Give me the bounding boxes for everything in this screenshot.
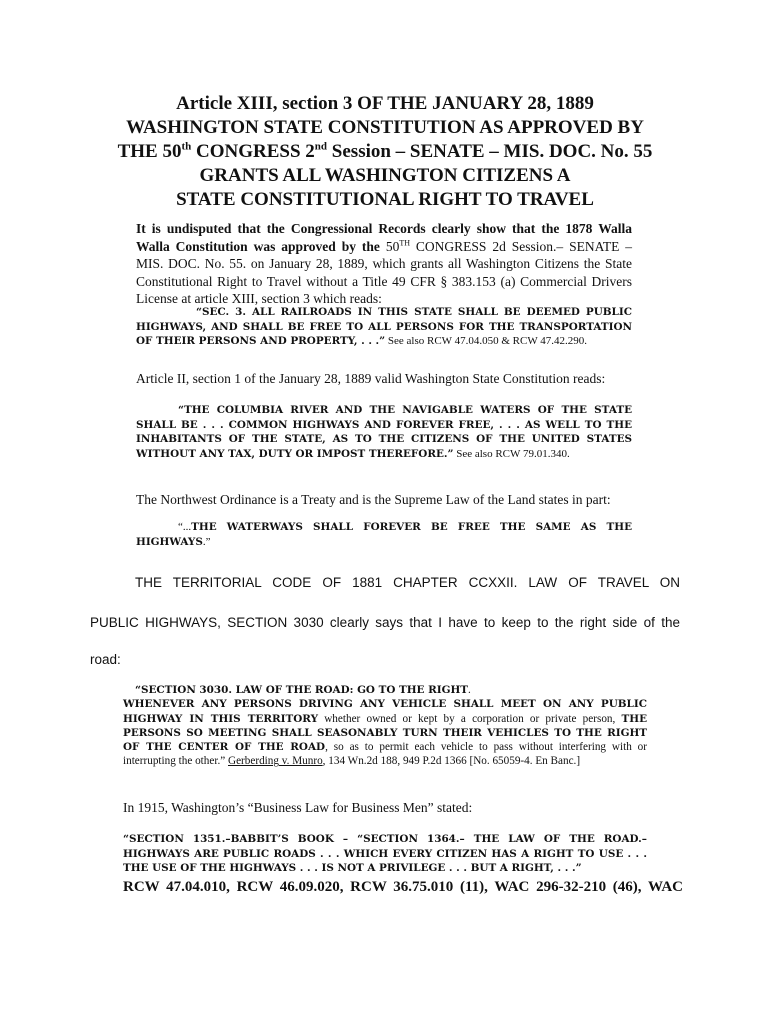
title-line-3-part-b: CONGRESS 2 bbox=[191, 141, 315, 162]
quote-article-13-section-3 bbox=[136, 305, 632, 349]
northwest-ordinance-intro: The Northwest Ordinance is a Treaty and is the Supreme Law of the Land states in part: bbox=[136, 492, 611, 507]
quote1-text: “SEC. 3. ALL RAILROADS IN THIS STATE SHALL BE DEEMED PUBLIC HIGHWAYS, AND SHALL BE FREE TO ALL PERSONS FOR THE TRANSPORTATION OF THEIR PERSONS AND PROPERTY, . . .” bbox=[136, 306, 632, 347]
quote1-reference: See also RCW 47.04.050 & RCW 47.42.290. bbox=[385, 335, 588, 347]
section-3030-normal-1: whether owned or kept by a corporation or private person, bbox=[318, 712, 622, 725]
case-citation-name: Gerberding v. Munro bbox=[228, 755, 323, 768]
article-2-intro: Article II, section 1 of the January 28, 1889 valid Washington State Constitution reads: bbox=[136, 371, 606, 386]
section-3030-normal-2: , so as to permit each vehicle to pass without interfering with or interrupting the other.” bbox=[123, 741, 647, 768]
intro-superscript: TH bbox=[399, 238, 410, 247]
quote-northwest-ordinance bbox=[136, 520, 632, 549]
intro-rest-text: CONGRESS 2d Session.– SENATE – MIS. DOC. No. 55. on January 28, 1889, which grants all Washington Citizens the State Constitutional Right to Travel without a Title 49 CFR § 383.153 (a) Commercial Drivers License at article XIII, section 3 which reads: bbox=[136, 238, 633, 306]
title-line-3 bbox=[90, 140, 680, 164]
quote2-text: “THE COLUMBIA RIVER AND THE NAVIGABLE WATERS OF THE STATE SHALL BE . . . COMMON HIGHWAYS AND FOREVER FREE, . . . AS WELL TO THE INHABITANTS OF THE STATE, AS TO THE CITIZENS OF THE UNITED STATES WITHOUT ANY TAX, DUTY OR IMPOST THEREFORE.” bbox=[136, 404, 632, 460]
title-line-3-part-c: Session – SENATE – MIS. DOC. No. 55 bbox=[327, 141, 653, 162]
title-line-1: Article XIII, section 3 OF THE JANUARY 28, 1889 bbox=[176, 93, 594, 114]
business-law-1915-intro: In 1915, Washington’s “Business Law for Business Men” stated: bbox=[123, 800, 473, 815]
intro-bold-text: It is undisputed that the Congressional Records clearly show that the 1878 Walla Walla Constitution was approved by the bbox=[136, 221, 632, 254]
territorial-code-line-1: THE TERRITORIAL CODE OF 1881 CHAPTER CCXXII. LAW OF TRAVEL ON bbox=[135, 575, 680, 590]
intro-paragraph bbox=[136, 220, 632, 308]
quote3-close: .” bbox=[202, 535, 211, 548]
quote-section-3030 bbox=[123, 683, 647, 769]
quote3-open: “... bbox=[178, 521, 192, 533]
section-3030-bold-1: WHENEVER ANY PERSONS DRIVING ANY VEHICLE SHALL MEET ON ANY PUBLIC HIGHWAY IN THIS TERRITORY bbox=[123, 698, 647, 725]
title-superscript-nd: nd bbox=[314, 140, 328, 153]
quote-babbits-book: “SECTION 1351.–BABBIT’S BOOK – “SECTION 1364.– THE LAW OF THE ROAD.– HIGHWAYS ARE PUBLIC ROADS . . . WHICH EVERY CITIZEN HAS A RIGHT TO USE . . . THE USE OF THE HIGHWAYS . . . IS NOT A PRIVILEGE . . . BUT A RIGHT, . . .” bbox=[123, 833, 647, 874]
title-line-2: WASHINGTON STATE CONSTITUTION AS APPROVED BY bbox=[126, 117, 644, 138]
title-line-5: STATE CONSTITUTIONAL RIGHT TO TRAVEL bbox=[176, 189, 594, 210]
territorial-code-line-2: PUBLIC HIGHWAYS, SECTION 3030 clearly says that I have to keep to the right side of the bbox=[90, 615, 680, 630]
quote-article-2-section-1 bbox=[136, 403, 632, 461]
quote3-text: THE WATERWAYS SHALL FOREVER BE FREE THE SAME AS THE HIGHWAYS bbox=[136, 521, 632, 548]
document-title bbox=[90, 92, 680, 212]
rcw-references: RCW 47.04.010, RCW 46.09.020, RCW 36.75.010 (11), WAC 296-32-210 (46), WAC bbox=[123, 879, 683, 895]
title-line-3-part-a: THE 50 bbox=[117, 141, 182, 162]
quote2-reference: See also RCW 79.01.340. bbox=[453, 447, 570, 460]
case-citation-reference: , 134 Wn.2d 188, 949 P.2d 1366 [No. 65059-4. En Banc.] bbox=[322, 755, 581, 768]
section-3030-heading-line bbox=[123, 683, 647, 697]
section-3030-heading: “SECTION 3030. LAW OF THE ROAD: GO TO THE RIGHT bbox=[135, 684, 469, 696]
section-3030-bold-2: THE PERSONS SO MEETING SHALL SEASONABLY TURN THEIR VEHICLES TO THE RIGHT OF THE CENTER OF THE ROAD bbox=[123, 712, 647, 754]
title-superscript-th: th bbox=[181, 140, 192, 153]
territorial-code-line-3: road: bbox=[90, 652, 121, 667]
title-line-4: GRANTS ALL WASHINGTON CITIZENS A bbox=[199, 165, 571, 186]
section-3030-heading-end: . bbox=[468, 684, 471, 696]
intro-congress-number: 50 bbox=[385, 238, 400, 254]
